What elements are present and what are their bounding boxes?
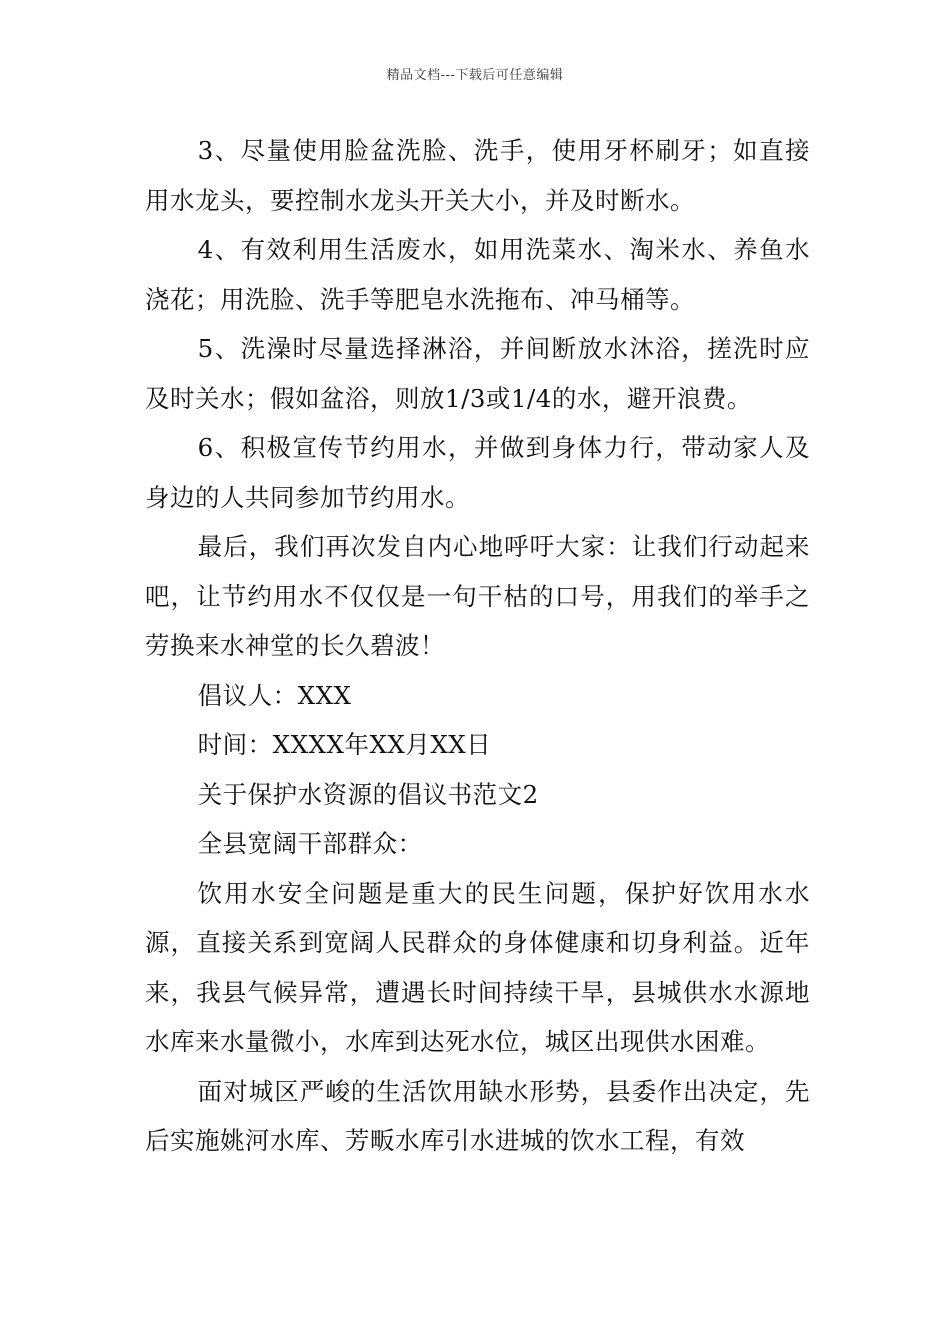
date-line: 时间：XXXX年XX月XX日: [197, 730, 492, 759]
paragraph-tip-4: 4、有效利用生活废水，如用洗菜水、淘米水、养鱼水浇花；用洗脸、洗手等肥皂水洗拖布、冲马桶等。: [145, 235, 810, 314]
salutation: 全县宽阔干部群众：: [197, 829, 423, 858]
paragraph-closing-appeal: 最后，我们再次发自内心地呼吁大家：让我们行动起来吧，让节约用水不仅仅是一句干枯的口号，用我们的举手之劳换来水神堂的长久碧波！: [145, 532, 810, 660]
section-title-2: 关于保护水资源的倡议书范文2: [197, 779, 539, 809]
paragraph-tip-3: 3、尽量使用脸盆洗脸、洗手，使用牙杯刷牙；如直接用水龙头，要控制水龙头开关大小，并及时断水。: [145, 136, 810, 215]
paragraph-tip-6: 6、积极宣传节约用水，并做到身体力行，带动家人及身边的人共同参加节约用水。: [145, 433, 810, 512]
paragraph-tip-5: 5、洗澡时尽量选择淋浴，并间断放水沐浴，搓洗时应及时关水；假如盆浴，则放1/3或1/4的水，避开浪费。: [145, 334, 810, 413]
paragraph-water-safety: 饮用水安全问题是重大的民生问题，保护好饮用水水源，直接关系到宽阔人民群众的身体健康和切身利益。近年来，我县气候异常，遭遇长时间持续干旱，县城供水水源地水库来水量微小，水库到达死水位，城区出现供水困难。: [145, 878, 810, 1056]
page-header: 精品文档---下载后可任意编辑: [386, 68, 564, 83]
paragraph-county-decision: 面对城区严峻的生活饮用缺水形势，县委作出决定，先后实施姚河水库、芳畈水库引水进城的饮水工程，有效: [145, 1076, 810, 1155]
proposer-line: 倡议人：XXX: [197, 680, 352, 710]
document-body: [145, 126, 810, 1166]
